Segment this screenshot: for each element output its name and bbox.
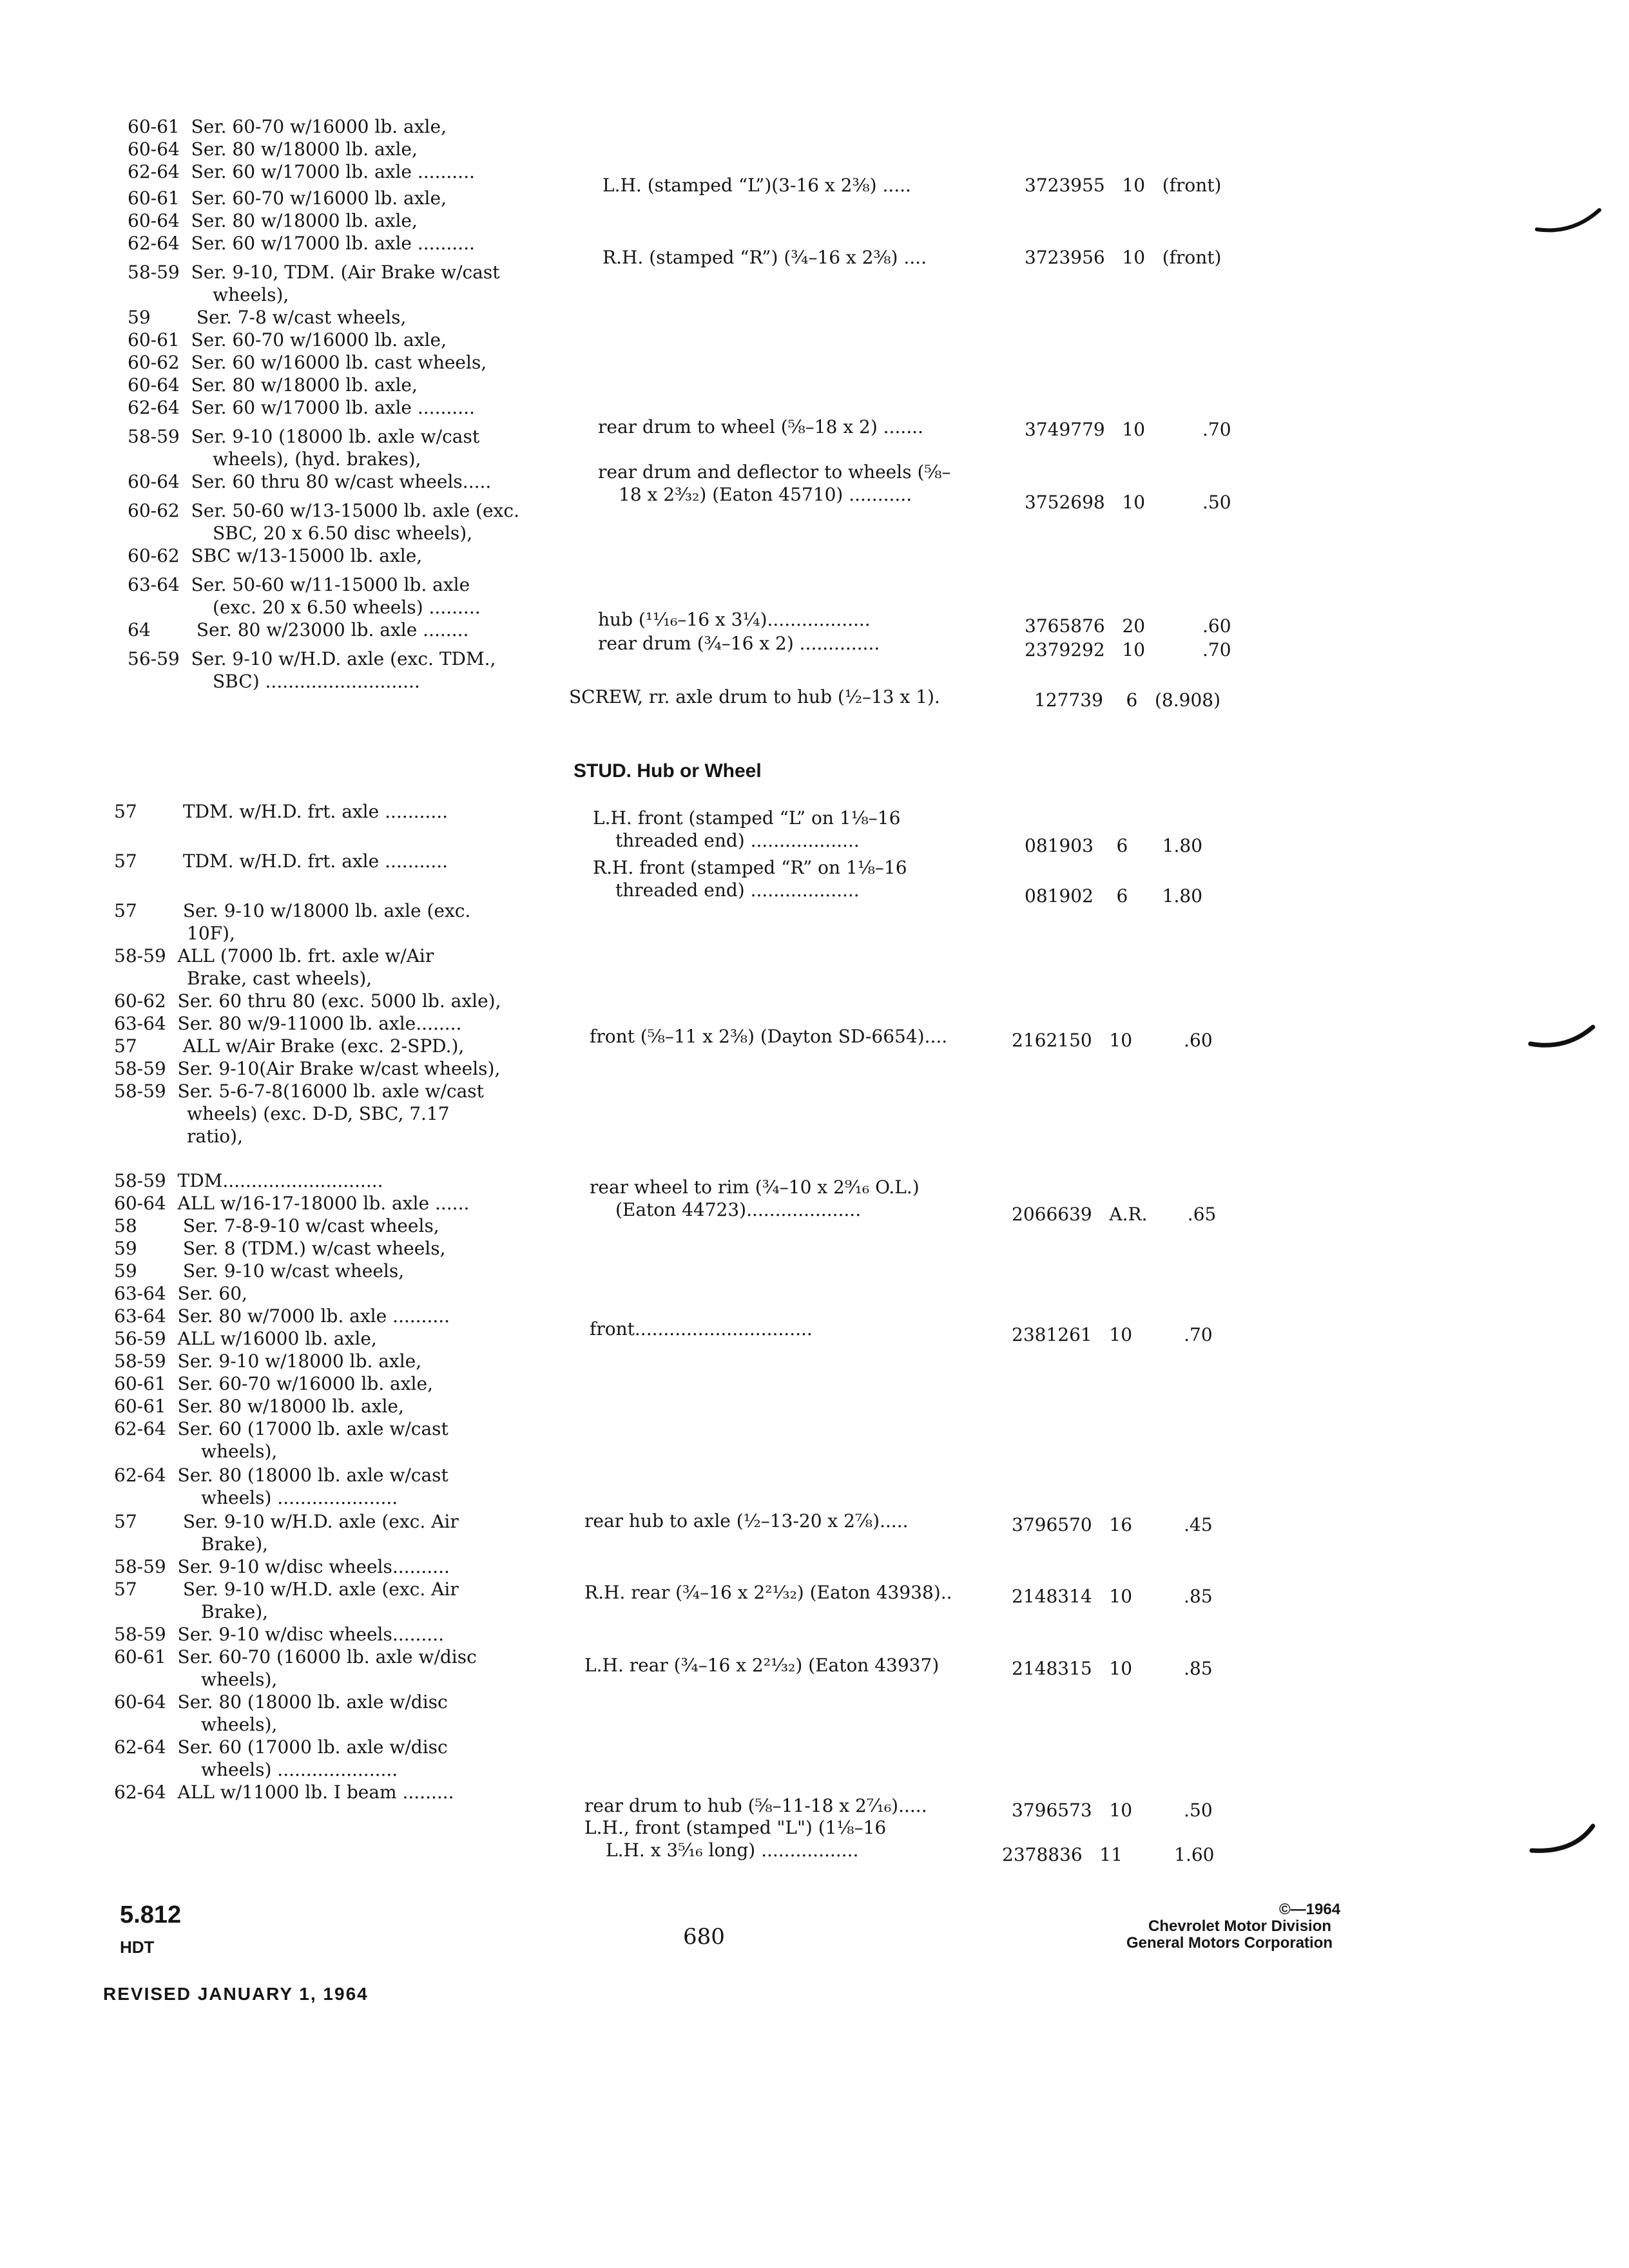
text-line: 3723956 10 (front): [1025, 247, 1222, 268]
text-line: 58-59 Ser. 9-10 w/disc wheels..........: [114, 1556, 450, 1577]
text-line: 62-64 Ser. 60 (17000 lb. axle w/cast: [114, 1418, 448, 1439]
text-line: 62-64 Ser. 80 (18000 lb. axle w/cast: [114, 1465, 448, 1486]
text-line: Brake),: [201, 1533, 269, 1555]
text-line: L.H. front (stamped “L” on 1⅛–16: [593, 807, 901, 829]
text-line: 57 ALL w/Air Brake (exc. 2-SPD.),: [114, 1035, 465, 1057]
text-line: 2148314 10 .85: [1012, 1586, 1213, 1607]
text-line: 60-61 Ser. 60-70 w/16000 lb. axle,: [128, 329, 447, 351]
text-line: 57 TDM. w/H.D. frt. axle ...........: [114, 850, 448, 872]
text-line: 62-64 Ser. 60 (17000 lb. axle w/disc: [114, 1736, 448, 1758]
division-name: Chevrolet Motor Division: [1148, 1917, 1332, 1935]
document-label: HDT: [120, 1937, 155, 1957]
text-line: wheels),: [201, 1669, 278, 1690]
text-line: wheels),: [201, 1714, 278, 1735]
text-line: 63-64 Ser. 80 w/9-11000 lb. axle........: [114, 1013, 462, 1034]
text-line: 57 Ser. 9-10 w/H.D. axle (exc. Air: [114, 1579, 459, 1600]
text-line: 58-59 Ser. 9-10, TDM. (Air Brake w/cast: [128, 262, 500, 283]
section-number: 5.812: [120, 1901, 182, 1928]
text-line: 3765876 20 .60: [1025, 615, 1231, 637]
text-line: 3796573 10 .50: [1012, 1800, 1213, 1821]
text-line: L.H. (stamped “L”)(3-16 x 2⅜) .....: [602, 175, 911, 196]
text-line: front (⅝–11 x 2⅜) (Dayton SD-6654)....: [590, 1026, 948, 1047]
text-line: 3796570 16 .45: [1012, 1514, 1213, 1535]
text-line: 58-59 Ser. 9-10 (18000 lb. axle w/cast: [128, 426, 480, 447]
text-line: 127739 6 (8.908): [1034, 689, 1221, 711]
text-line: 60-64 Ser. 80 (18000 lb. axle w/disc: [114, 1691, 448, 1713]
text-line: 60-64 Ser. 80 w/18000 lb. axle,: [128, 210, 418, 231]
text-line: 60-62 Ser. 50-60 w/13-15000 lb. axle (exc.: [128, 500, 519, 521]
text-line: 60-64 ALL w/16-17-18000 lb. axle ......: [114, 1193, 470, 1214]
text-line: 62-64 Ser. 60 w/17000 lb. axle ..........: [128, 397, 475, 418]
text-line: 2381261 10 .70: [1012, 1324, 1213, 1345]
text-line: 59 Ser. 9-10 w/cast wheels,: [114, 1260, 405, 1282]
text-line: wheels),: [213, 284, 289, 305]
text-line: 10F),: [187, 923, 235, 944]
text-line: SCREW, rr. axle drum to hub (½–13 x 1).: [569, 686, 940, 707]
text-line: 60-61 Ser. 60-70 (16000 lb. axle w/disc: [114, 1646, 477, 1667]
text-line: 57 Ser. 9-10 w/H.D. axle (exc. Air: [114, 1511, 459, 1532]
text-line: 3723955 10 (front): [1025, 175, 1222, 196]
text-line: 59 Ser. 7-8 w/cast wheels,: [128, 307, 407, 328]
text-line: 58-59 TDM............................: [114, 1170, 383, 1191]
text-line: wheels) (exc. D-D, SBC, 7.17: [187, 1103, 450, 1124]
text-line: L.H. rear (¾–16 x 2²¹⁄₃₂) (Eaton 43937): [584, 1655, 940, 1676]
text-line: wheels),: [201, 1441, 278, 1462]
text-line: L.H. x 3⁵⁄₁₆ long) .................: [606, 1840, 859, 1861]
text-line: 56-59 Ser. 9-10 w/H.D. axle (exc. TDM.,: [128, 648, 496, 669]
text-line: rear drum to hub (⅝–11-18 x 2⁷⁄₁₆).....: [584, 1795, 927, 1816]
text-line: 2379292 10 .70: [1025, 639, 1231, 660]
text-line: Brake),: [201, 1601, 269, 1622]
text-line: wheels) .....................: [201, 1759, 398, 1780]
text-line: 60-62 Ser. 60 w/16000 lb. cast wheels,: [128, 352, 487, 373]
text-line: 64 Ser. 80 w/23000 lb. axle ........: [128, 619, 469, 640]
text-line: 62-64 Ser. 60 w/17000 lb. axle ..........: [128, 161, 475, 182]
text-line: 58-59 Ser. 9-10(Air Brake w/cast wheels),: [114, 1058, 501, 1079]
text-line: threaded end) ...................: [615, 830, 860, 851]
text-line: 081903 6 1.80: [1025, 835, 1203, 856]
text-line: 58-59 Ser. 5-6-7-8(16000 lb. axle w/cast: [114, 1081, 484, 1102]
copyright: ©—1964: [1279, 1901, 1341, 1918]
text-line: (Eaton 44723)....................: [615, 1199, 862, 1220]
text-line: 2148315 10 .85: [1012, 1658, 1213, 1679]
text-line: ratio),: [187, 1126, 243, 1147]
text-line: 2378836 11 1.60: [1002, 1844, 1215, 1865]
text-line: rear wheel to rim (¾–10 x 2⁹⁄₁₆ O.L.): [590, 1177, 920, 1198]
text-line: SBC, 20 x 6.50 disc wheels),: [213, 523, 473, 544]
text-line: R.H. rear (¾–16 x 2²¹⁄₃₂) (Eaton 43938)..: [584, 1582, 952, 1603]
text-line: 081902 6 1.80: [1025, 885, 1203, 907]
text-line: rear drum (¾–16 x 2) ..............: [598, 633, 880, 654]
text-line: rear drum to wheel (⅝–18 x 2) .......: [598, 416, 923, 437]
text-line: 3752698 10 .50: [1025, 492, 1231, 513]
text-line: Brake, cast wheels),: [187, 968, 372, 989]
text-line: 58-59 ALL (7000 lb. frt. axle w/Air: [114, 945, 434, 966]
text-line: 59 Ser. 8 (TDM.) w/cast wheels,: [114, 1238, 446, 1259]
text-line: 60-64 Ser. 80 w/18000 lb. axle,: [128, 139, 418, 160]
punch-mark-bottom: [1528, 1822, 1599, 1861]
text-line: 57 TDM. w/H.D. frt. axle ...........: [114, 801, 448, 822]
text-line: 58-59 Ser. 9-10 w/disc wheels.........: [114, 1624, 444, 1645]
revised-date: REVISED JANUARY 1, 1964: [103, 1984, 369, 2004]
text-line: 60-64 Ser. 80 w/18000 lb. axle,: [128, 374, 418, 396]
text-line: 2066639 A.R. .65: [1012, 1204, 1217, 1225]
text-line: 60-62 Ser. 60 thru 80 (exc. 5000 lb. axle),: [114, 990, 501, 1012]
punch-mark-middle: [1527, 1023, 1598, 1055]
text-line: front...............................: [590, 1318, 813, 1340]
text-line: 62-64 ALL w/11000 lb. I beam .........: [114, 1782, 454, 1803]
text-line: 56-59 ALL w/16000 lb. axle,: [114, 1328, 377, 1349]
text-line: 57 Ser. 9-10 w/18000 lb. axle (exc.: [114, 900, 471, 921]
text-line: (exc. 20 x 6.50 wheels) .........: [213, 597, 481, 618]
text-line: hub (¹¹⁄₁₆–16 x 3¼)..................: [598, 609, 871, 630]
page-number: 680: [683, 1924, 725, 1950]
text-line: rear hub to axle (½–13-20 x 2⅞).....: [584, 1510, 909, 1532]
text-line: R.H. front (stamped “R” on 1⅛–16: [593, 857, 907, 878]
text-line: 62-64 Ser. 60 w/17000 lb. axle ..........: [128, 233, 475, 254]
text-line: wheels) .....................: [201, 1487, 398, 1508]
text-line: 18 x 2³⁄₃₂) (Eaton 45710) ...........: [619, 484, 912, 505]
text-line: 60-61 Ser. 60-70 w/16000 lb. axle,: [114, 1373, 433, 1394]
text-line: 60-61 Ser. 60-70 w/16000 lb. axle,: [128, 187, 447, 209]
text-line: 2162150 10 .60: [1012, 1030, 1213, 1051]
text-line: 63-64 Ser. 80 w/7000 lb. axle ..........: [114, 1305, 450, 1327]
text-line: wheels), (hyd. brakes),: [213, 448, 421, 470]
text-line: R.H. (stamped “R”) (¾–16 x 2⅜) ....: [602, 247, 927, 268]
text-line: 60-64 Ser. 60 thru 80 w/cast wheels.....: [128, 471, 492, 492]
section-heading: STUD. Hub or Wheel: [574, 760, 762, 782]
text-line: L.H., front (stamped "L") (1⅛–16: [584, 1817, 887, 1838]
corporation-name: General Motors Corporation: [1126, 1934, 1333, 1952]
text-line: 58 Ser. 7-8-9-10 w/cast wheels,: [114, 1215, 439, 1236]
text-line: rear drum and deflector to wheels (⅝–: [598, 461, 951, 483]
punch-mark-top: [1534, 205, 1605, 237]
text-line: 63-64 Ser. 60,: [114, 1283, 247, 1304]
text-line: threaded end) ...................: [615, 879, 860, 901]
text-line: 63-64 Ser. 50-60 w/11-15000 lb. axle: [128, 574, 470, 595]
text-line: SBC) ...........................: [213, 671, 420, 692]
text-line: 60-62 SBC w/13-15000 lb. axle,: [128, 545, 423, 566]
text-line: 60-61 Ser. 60-70 w/16000 lb. axle,: [128, 116, 447, 137]
text-line: 58-59 Ser. 9-10 w/18000 lb. axle,: [114, 1350, 422, 1372]
text-line: 60-61 Ser. 80 w/18000 lb. axle,: [114, 1396, 404, 1417]
text-line: 3749779 10 .70: [1025, 419, 1231, 440]
